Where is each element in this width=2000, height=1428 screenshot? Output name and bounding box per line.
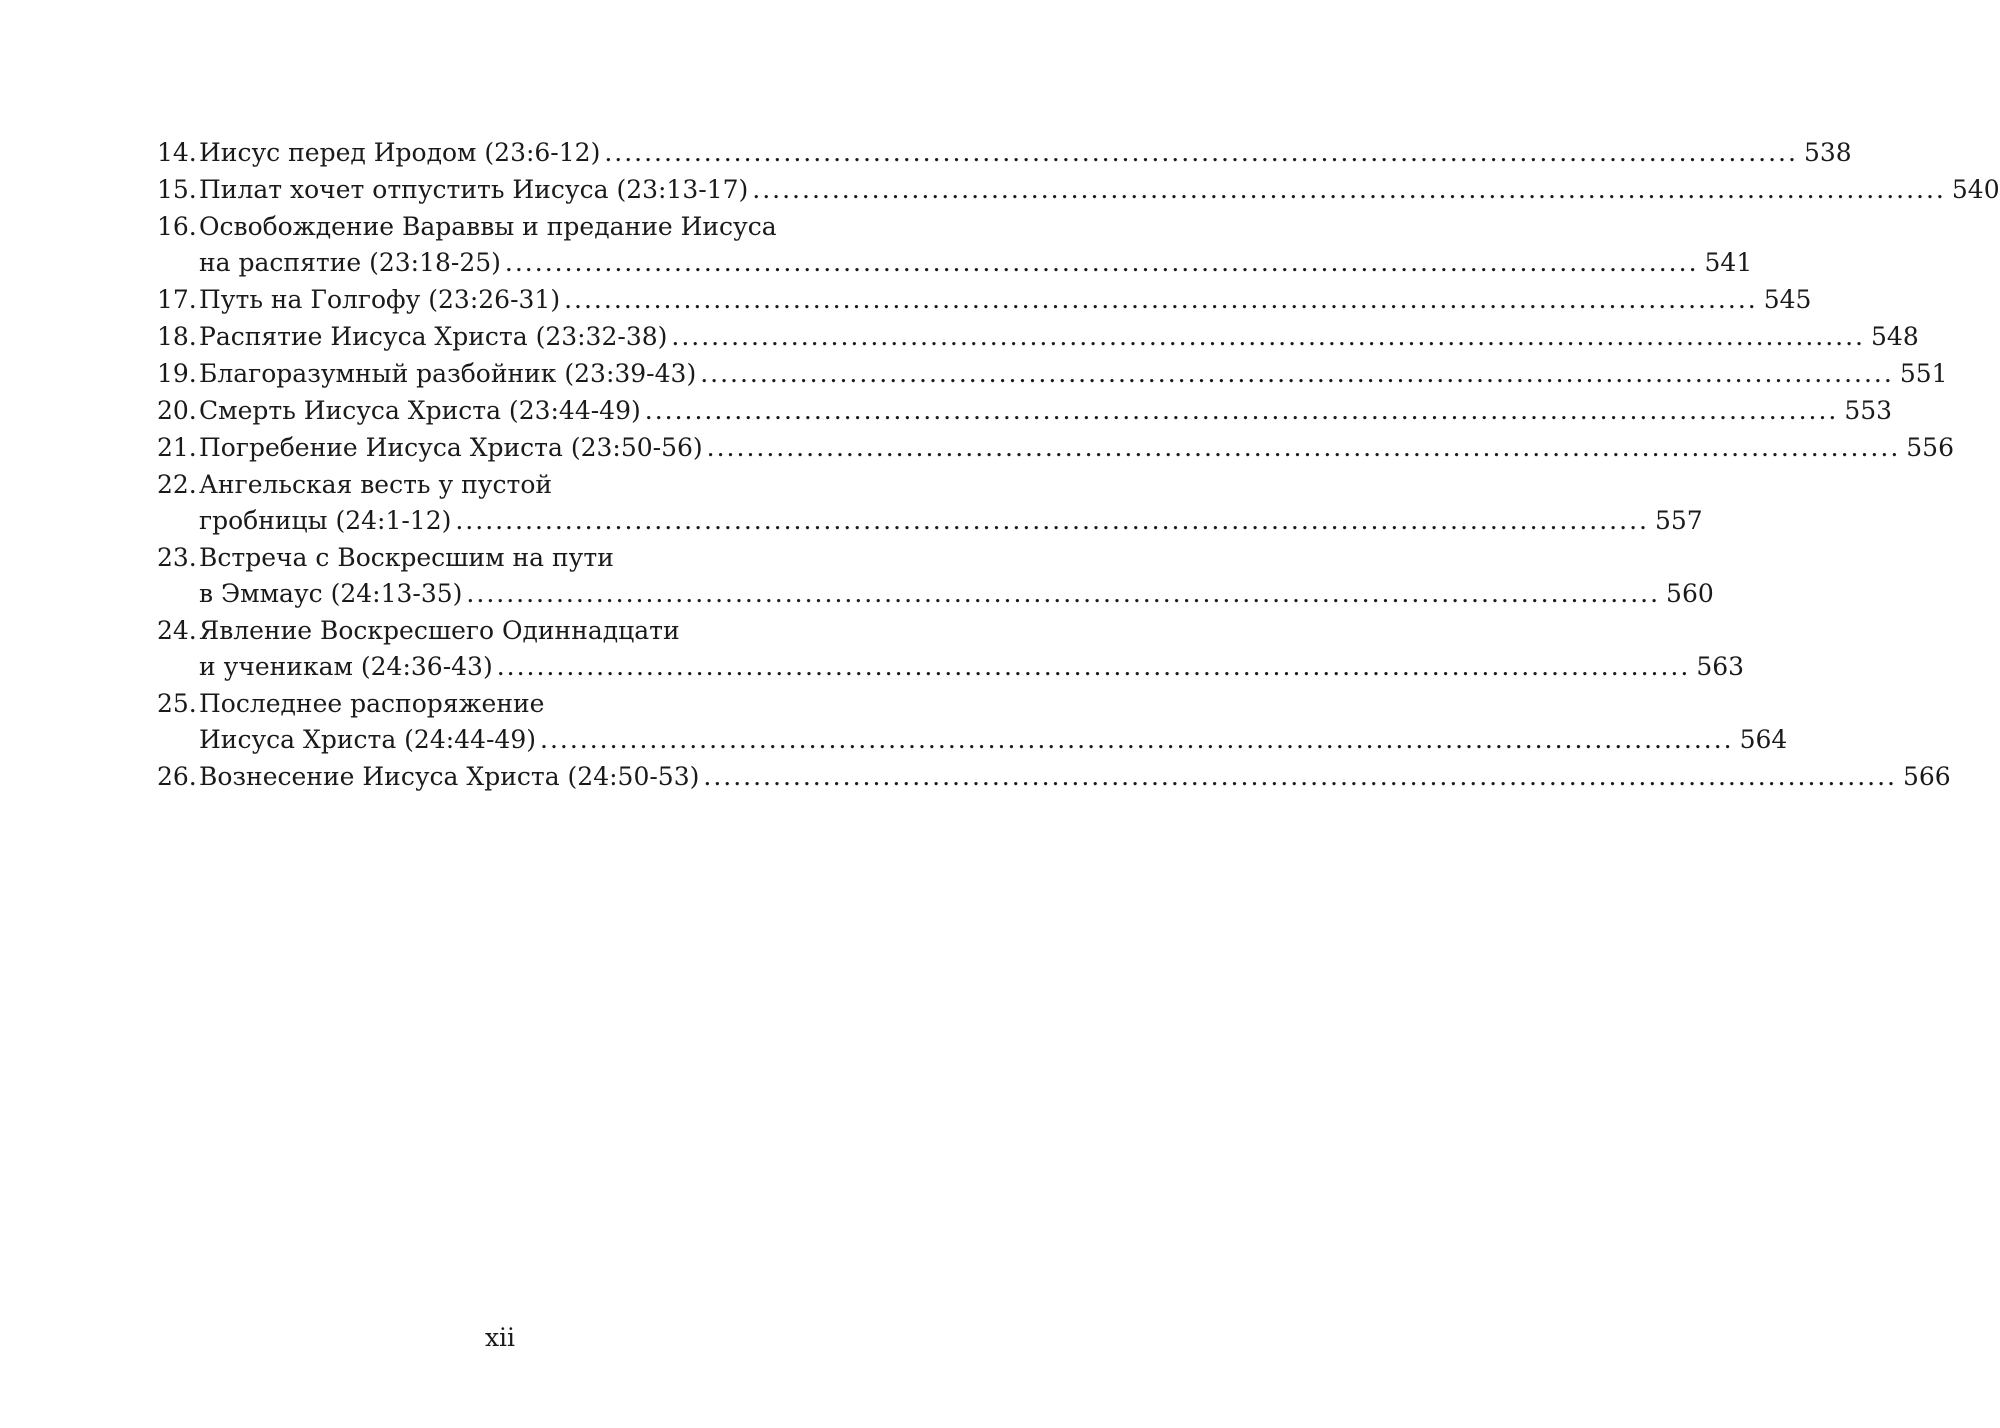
toc-entry-number: 15.: [157, 175, 197, 204]
toc-entry-page: 553: [1844, 396, 1893, 425]
dot-leader: ........................................................................................................................: [604, 138, 1798, 167]
toc-entry-page: 560: [1666, 579, 1714, 608]
toc-entry-line: [157, 282, 1812, 318]
dot-leader: ........................................................................................................................: [564, 285, 1758, 314]
toc-entry-title: гробницы (24:1-12): [199, 506, 452, 535]
toc-entry-line: [157, 172, 2000, 208]
toc-entry-title: Явление Воскресшего Одиннадцати: [199, 616, 680, 645]
toc-entry-title: Благоразумный разбойник (23:39-43): [199, 359, 697, 388]
dot-leader: ........................................................................................................................: [540, 725, 1734, 754]
toc-entry: [157, 467, 1703, 539]
dot-leader: ........................................................................................................................: [504, 248, 1699, 277]
toc-entry-page: 563: [1696, 652, 1745, 681]
toc-entry-page: 540: [1951, 175, 2000, 204]
toc-entry-number: 25.: [157, 689, 197, 718]
toc-entry-number: 16.: [157, 212, 197, 241]
dot-leader: ........................................................................................................................: [706, 433, 1901, 462]
toc-entry-line: [157, 540, 893, 576]
table-of-contents: [157, 135, 2000, 796]
dot-leader: ........................................................................................................................: [466, 579, 1661, 608]
toc-entry-number: 20.: [157, 396, 197, 425]
toc-entry-title: Вознесение Иисуса Христа (24:50-53): [199, 762, 700, 791]
toc-entry: [157, 282, 1812, 318]
dot-leader: ........................................................................................................................: [700, 359, 1894, 388]
toc-entry-line: [157, 245, 1753, 281]
toc-entry-title: Смерть Иисуса Христа (23:44-49): [199, 396, 641, 425]
toc-entry: [157, 686, 1788, 758]
toc-entry-line: [157, 209, 893, 245]
toc-entry-line: [157, 686, 893, 722]
toc-entry-line: [157, 135, 1852, 171]
toc-entry-page: 557: [1654, 506, 1703, 535]
toc-entry: [157, 209, 1753, 281]
toc-entry-title: Путь на Голгофу (23:26-31): [199, 285, 561, 314]
toc-entry: [157, 135, 1852, 171]
toc-entry-number: 23.: [157, 543, 197, 572]
toc-entry-line: [157, 319, 1919, 355]
toc-entry-number: 22.: [157, 470, 197, 499]
toc-entry-line: [157, 613, 893, 649]
dot-leader: ........................................................................................................................: [703, 762, 1897, 791]
toc-entry-page: 556: [1906, 433, 1954, 462]
toc-entry-title: в Эммаус (24:13-35): [199, 579, 463, 608]
toc-entry-line: [157, 503, 1703, 539]
toc-entry-title: и ученикам (24:36-43): [199, 652, 493, 681]
toc-entry: [157, 393, 1893, 429]
toc-entry-title: Освобождение Вараввы и предание Иисуса: [199, 212, 777, 241]
toc-entry: [157, 613, 1745, 685]
dot-leader: ........................................................................................................................: [455, 506, 1649, 535]
dot-leader: ........................................................................................................................: [671, 322, 1866, 351]
toc-entry: [157, 319, 1919, 355]
dot-leader: ........................................................................................................................: [644, 396, 1839, 425]
toc-entry-page: 545: [1763, 285, 1812, 314]
toc-entry-line: [157, 649, 1745, 685]
toc-entry-number: 17.: [157, 285, 197, 314]
toc-entry-title: Погребение Иисуса Христа (23:50-56): [199, 433, 703, 462]
toc-entry-line: [157, 722, 1788, 758]
toc-entry-page: 541: [1704, 248, 1753, 277]
toc-entry-title: Последнее распоряжение: [199, 689, 545, 718]
toc-entry-page: 538: [1803, 138, 1852, 167]
toc-entry-line: [157, 576, 1714, 612]
toc-entry-page: 551: [1899, 359, 1948, 388]
toc-entry-title: Иисус перед Иродом (23:6-12): [199, 138, 601, 167]
toc-entry-page: 564: [1739, 725, 1788, 754]
toc-entry-number: 14.: [157, 138, 197, 167]
toc-entry-line: [157, 430, 1954, 466]
toc-entry-number: 21.: [157, 433, 197, 462]
toc-entry: [157, 172, 2000, 208]
toc-entry: [157, 759, 1951, 795]
dot-leader: ........................................................................................................................: [752, 175, 1946, 204]
toc-entry-number: 19.: [157, 359, 197, 388]
toc-entry-title: Иисуса Христа (24:44-49): [199, 725, 536, 754]
toc-entry-number: 24.: [157, 616, 197, 645]
toc-entry: [157, 540, 1714, 612]
toc-entry-number: 18.: [157, 322, 197, 351]
toc-entry-title: на распятие (23:18-25): [199, 248, 501, 277]
toc-entry-line: [157, 356, 1948, 392]
page-number: xii: [484, 1323, 516, 1352]
toc-entry: [157, 430, 1954, 466]
toc-entry-number: 26.: [157, 762, 197, 791]
toc-entry-title: Распятие Иисуса Христа (23:32-38): [199, 322, 668, 351]
toc-entry-page: 566: [1903, 762, 1951, 791]
toc-entry: [157, 356, 1948, 392]
toc-entry-title: Встреча с Воскресшим на пути: [199, 543, 614, 572]
toc-entry-title: Ангельская весть у пустой: [199, 470, 553, 499]
toc-entry-line: [157, 393, 1893, 429]
dot-leader: ........................................................................................................................: [496, 652, 1691, 681]
toc-entry-line: [157, 467, 893, 503]
toc-entry-line: [157, 759, 1951, 795]
toc-entry-title: Пилат хочет отпустить Иисуса (23:13-17): [199, 175, 749, 204]
toc-entry-page: 548: [1871, 322, 1919, 351]
